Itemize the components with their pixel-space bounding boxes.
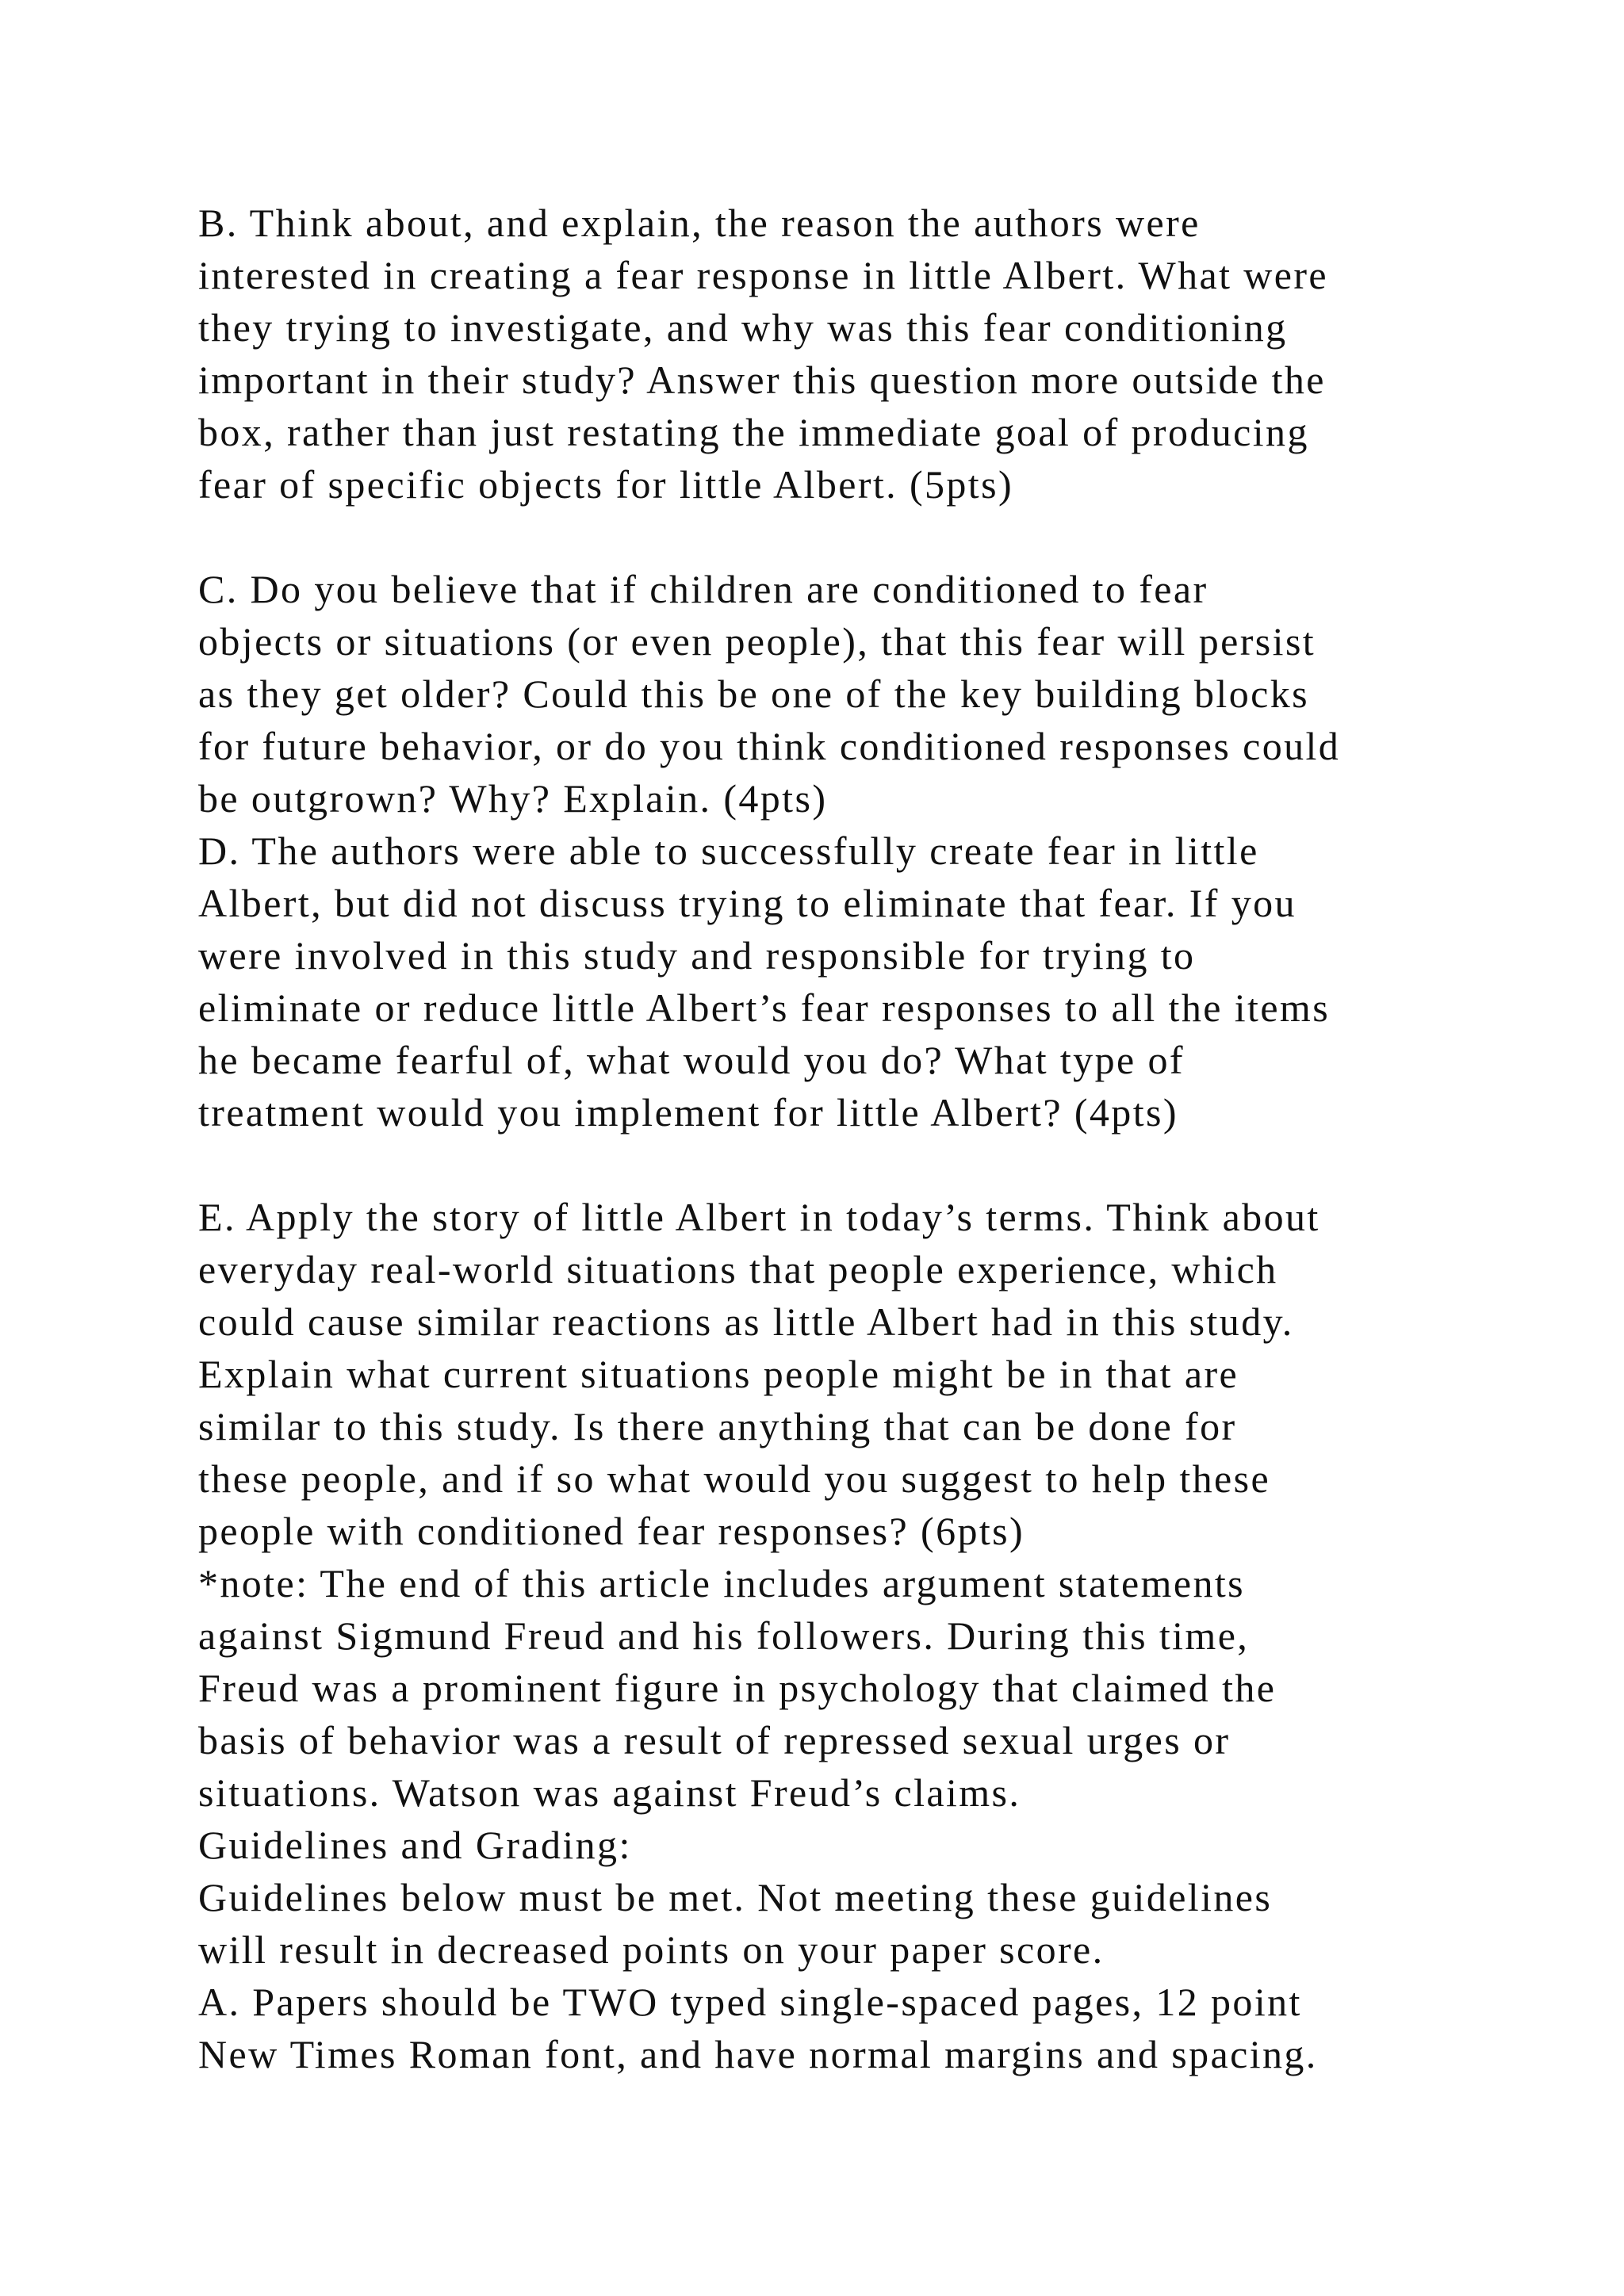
text-line: they trying to investigate, and why was this fear conditioning <box>198 305 1288 350</box>
text-line: New Times Roman font, and have normal margins and spacing. <box>198 2032 1318 2076</box>
paragraph-spacer <box>198 511 1483 563</box>
note-paragraph <box>198 1557 1483 1819</box>
text-line: important in their study? Answer this question more outside the <box>198 358 1326 402</box>
text-line: as they get older? Could this be one of the key building blocks <box>198 672 1309 716</box>
text-line: these people, and if so what would you suggest to help these <box>198 1456 1271 1501</box>
text-line: situations. Watson was against Freud’s claims. <box>198 1770 1021 1815</box>
text-line: *note: The end of this article includes argument statements <box>198 1561 1245 1605</box>
text-line: A. Papers should be TWO typed single-spaced pages, 12 point <box>198 1980 1302 2024</box>
text-line: could cause similar reactions as little Albert had in this study. <box>198 1299 1294 1344</box>
text-line: basis of behavior was a result of repressed sexual urges or <box>198 1718 1231 1762</box>
text-line: C. Do you believe that if children are conditioned to fear <box>198 567 1208 611</box>
text-line: everyday real-world situations that people experience, which <box>198 1247 1278 1292</box>
paragraph-spacer <box>198 1138 1483 1191</box>
text-line: Albert, but did not discuss trying to eliminate that fear. If you <box>198 881 1297 925</box>
text-line: E. Apply the story of little Albert in today’s terms. Think about <box>198 1195 1320 1239</box>
guidelines-intro-paragraph <box>198 1871 1483 1976</box>
text-line: fear of specific objects for little Albert. (5pts) <box>198 462 1014 507</box>
text-line: be outgrown? Why? Explain. (4pts) <box>198 776 828 821</box>
text-line: objects or situations (or even people), that this fear will persist <box>198 619 1316 664</box>
text-line: against Sigmund Freud and his followers. During this time, <box>198 1613 1250 1658</box>
text-line: B. Think about, and explain, the reason the authors were <box>198 201 1201 245</box>
text-line: were involved in this study and responsible for trying to <box>198 933 1196 978</box>
section-e-paragraph <box>198 1191 1483 1557</box>
text-line: interested in creating a fear response in little Albert. What were <box>198 253 1329 297</box>
text-line: will result in decreased points on your paper score. <box>198 1927 1105 1972</box>
section-c-paragraph <box>198 563 1483 825</box>
text-line: Freud was a prominent figure in psychology that claimed the <box>198 1666 1277 1710</box>
text-line: Guidelines below must be met. Not meeting these guidelines <box>198 1875 1273 1919</box>
text-line: Explain what current situations people might be in that are <box>198 1352 1239 1396</box>
text-line: for future behavior, or do you think conditioned responses could <box>198 724 1341 768</box>
guideline-a-paragraph <box>198 1976 1483 2080</box>
section-d-paragraph <box>198 825 1483 1138</box>
section-b-paragraph <box>198 197 1483 511</box>
text-line: he became fearful of, what would you do? What type of <box>198 1038 1185 1082</box>
text-line: similar to this study. Is there anything that can be done for <box>198 1404 1237 1448</box>
document-body <box>198 197 1483 2080</box>
text-line: people with conditioned fear responses? (6pts) <box>198 1509 1025 1553</box>
text-line: treatment would you implement for little Albert? (4pts) <box>198 1090 1178 1135</box>
text-line: D. The authors were able to successfully create fear in little <box>198 828 1259 873</box>
guidelines-heading: Guidelines and Grading: <box>198 1823 632 1867</box>
text-line: eliminate or reduce little Albert’s fear responses to all the items <box>198 985 1331 1030</box>
text-line: box, rather than just restating the immediate goal of producing <box>198 410 1309 454</box>
